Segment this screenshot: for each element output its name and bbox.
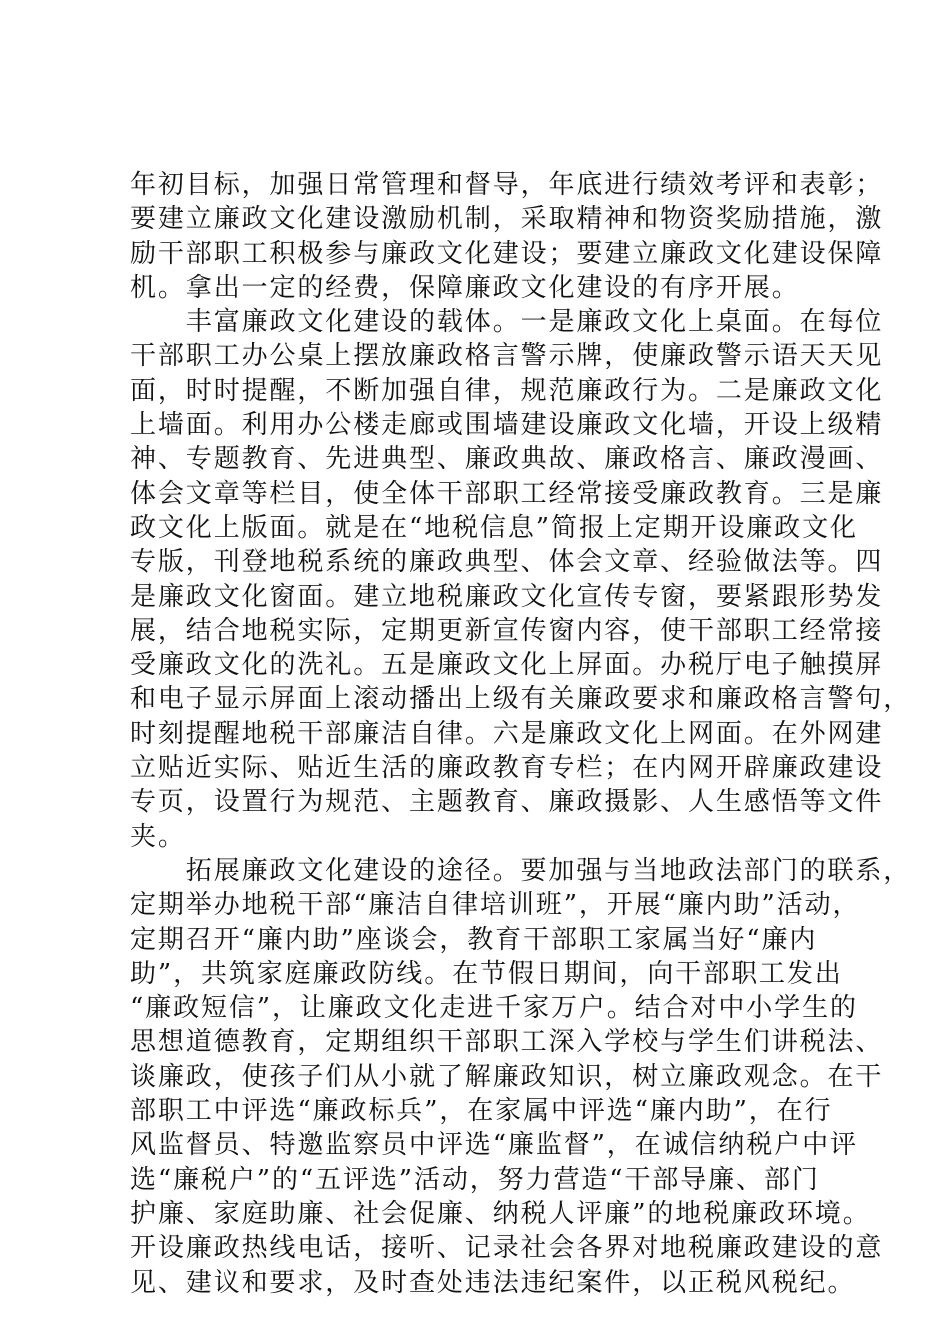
text-line: 要建立廉政文化建设激励机制，采取精神和物资奖励措施，激 (130, 204, 884, 235)
text-line: 面，时时提醒，不断加强自律，规范廉政行为。二是廉政文化 (130, 375, 884, 406)
text-line: 部职工中评选“廉政标兵”，在家属中评选“廉内助”，在行 (130, 1096, 833, 1127)
text-line: 开设廉政热线电话，接听、记录社会各界对地税廉政建设的意 (130, 1233, 884, 1264)
text-line: 年初目标，加强日常管理和督导，年底进行绩效考评和表彰； (130, 170, 884, 200)
text-line: “廉政短信”，让廉政文化走进千家万户。结合对中小学生的 (130, 993, 858, 1024)
text-line: 和电子显示屏面上滚动播出上级有关廉政要求和廉政格言警句， (130, 684, 912, 715)
text-line: 专版，刊登地税系统的廉政典型、体会文章、经验做法等。四 (130, 547, 884, 578)
text-line: 是廉政文化窗面。建立地税廉政文化宣传专窗，要紧跟形势发 (130, 581, 884, 612)
text-line: 上墙面。利用办公楼走廊或围墙建设廉政文化墙，开设上级精 (130, 410, 884, 441)
text-line: 展，结合地税实际，定期更新宣传窗内容，使干部职工经常接 (130, 615, 884, 646)
body-text (130, 168, 912, 1300)
text-line: 机。拿出一定的经费，保障廉政文化建设的有序开展。 (130, 272, 800, 303)
text-line: 思想道德教育，定期组织干部职工深入学校与学生们讲税法、 (130, 1027, 884, 1058)
text-line: 立贴近实际、贴近生活的廉政教育专栏；在内网开辟廉政建设 (130, 753, 884, 784)
text-line: 受廉政文化的洗礼。五是廉政文化上屏面。办税厅电子触摸屏 (130, 650, 884, 681)
text-line: 丰富廉政文化建设的载体。一是廉政文化上桌面。在每位 (130, 307, 884, 338)
text-line: 夹。 (130, 821, 186, 852)
text-line: 风监督员、特邀监察员中评选“廉监督”，在诚信纳税户中评 (130, 1130, 858, 1161)
text-line: 政文化上版面。就是在“地税信息”简报上定期开设廉政文化 (130, 512, 858, 543)
text-line: 神、专题教育、先进典型、廉政典故、廉政格言、廉政漫画、 (130, 444, 884, 475)
text-line: 谈廉政，使孩子们从小就了解廉政知识，树立廉政观念。在干 (130, 1061, 884, 1092)
text-line: 护廉、家庭助廉、社会促廉、纳税人评廉”的地税廉政环境。 (130, 1198, 871, 1229)
text-line: 选“廉税户”的“五评选”活动，努力营造“干部导廉、部门 (130, 1164, 820, 1195)
text-line: 拓展廉政文化建设的途径。要加强与当地政法部门的联系， (130, 855, 912, 886)
text-line: 时刻提醒地税干部廉洁自律。六是廉政文化上网面。在外网建 (130, 718, 884, 749)
text-line: 干部职工办公桌上摆放廉政格言警示牌，使廉政警示语天天见 (130, 341, 884, 372)
text-line: 励干部职工积极参与廉政文化建设；要建立廉政文化建设保障 (130, 238, 884, 269)
text-line: 见、建议和要求，及时查处违法违纪案件，以正税风税纪。 (130, 1267, 856, 1298)
text-line: 定期举办地税干部“廉洁自律培训班”，开展“廉内助”活动， (130, 890, 861, 921)
text-line: 助”，共筑家庭廉政防线。在节假日期间，向干部职工发出 (130, 958, 843, 989)
text-line: 专页，设置行为规范、主题教育、廉政摄影、人生感悟等文件 (130, 787, 884, 818)
text-line: 定期召开“廉内助”座谈会，教育干部职工家属当好“廉内 (130, 924, 818, 955)
text-line: 体会文章等栏目，使全体干部职工经常接受廉政教育。三是廉 (130, 478, 884, 509)
